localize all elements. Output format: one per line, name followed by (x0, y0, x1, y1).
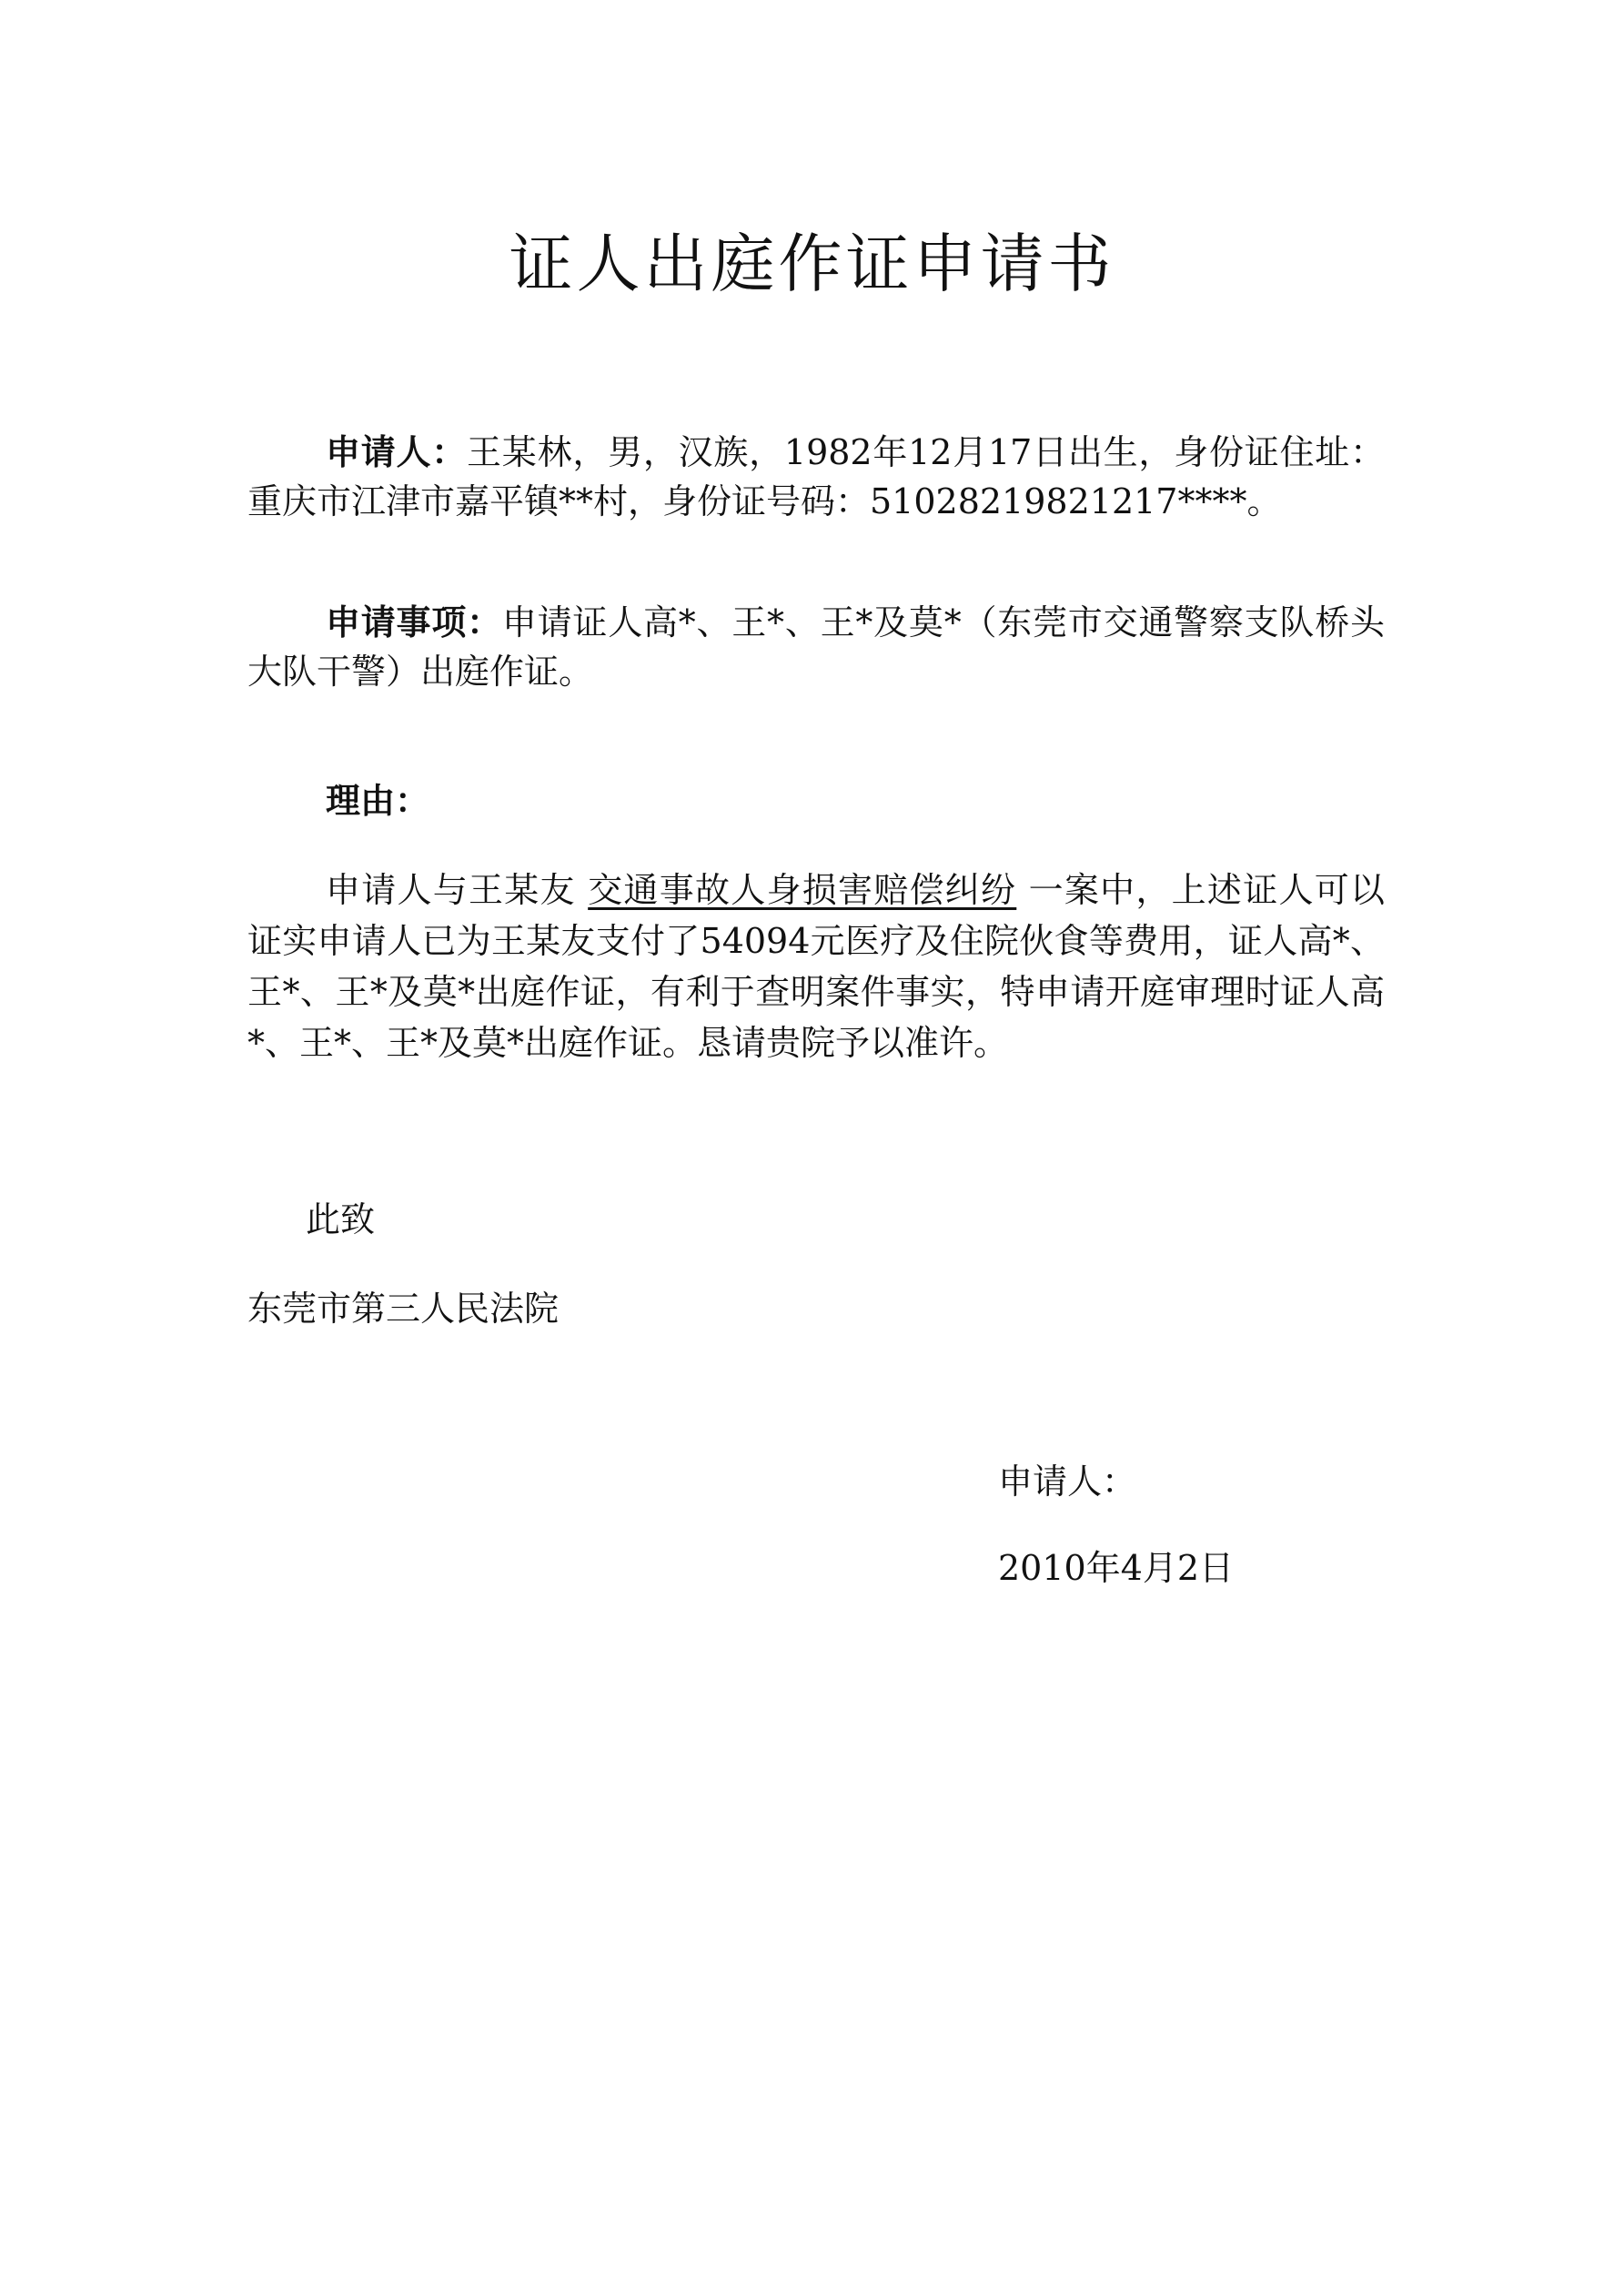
signature-label: 申请人： (998, 1462, 1137, 1502)
applicant-text: 王某林，男，汉族，1982年12月17日出生，身份证住址：重庆市江津市嘉平镇**村，身份证号码：51028219821217****。 (247, 432, 1385, 521)
document-title: 证人出庭作证申请书 (509, 227, 1115, 301)
reason-heading-paragraph (247, 776, 1385, 825)
reason-label: 理由： (326, 781, 430, 821)
request-text: 申请证人高*、王*、王*及莫*（东莞市交通警察支队桥头大队干警）出庭作证。 (247, 602, 1385, 692)
applicant-label: 申请人： (326, 432, 468, 472)
case-type: 交通事故人身损害赔偿纠纷 (588, 870, 1017, 910)
request-paragraph (247, 598, 1385, 696)
request-label: 申请事项： (326, 602, 502, 642)
applicant-paragraph (247, 428, 1385, 526)
reason-text-before: 申请人与王某友 (326, 870, 589, 910)
reason-text-after: 一案中，上述证人可以证实申请人已为王某友支付了54094元医疗及住院伙食等费用，证人高*、王*、王*及莫*出庭作证，有利于查明案件事实，特申请开庭审理时证人高*、王*、王*及莫*出庭作证。恳请贵院予以准许。 (247, 870, 1385, 1063)
document-date: 2010年4月2日 (998, 1548, 1235, 1588)
reason-paragraph (247, 865, 1385, 1068)
court-name: 东莞市第三人民法院 (247, 1289, 560, 1329)
closing-salutation: 此致 (306, 1199, 376, 1239)
